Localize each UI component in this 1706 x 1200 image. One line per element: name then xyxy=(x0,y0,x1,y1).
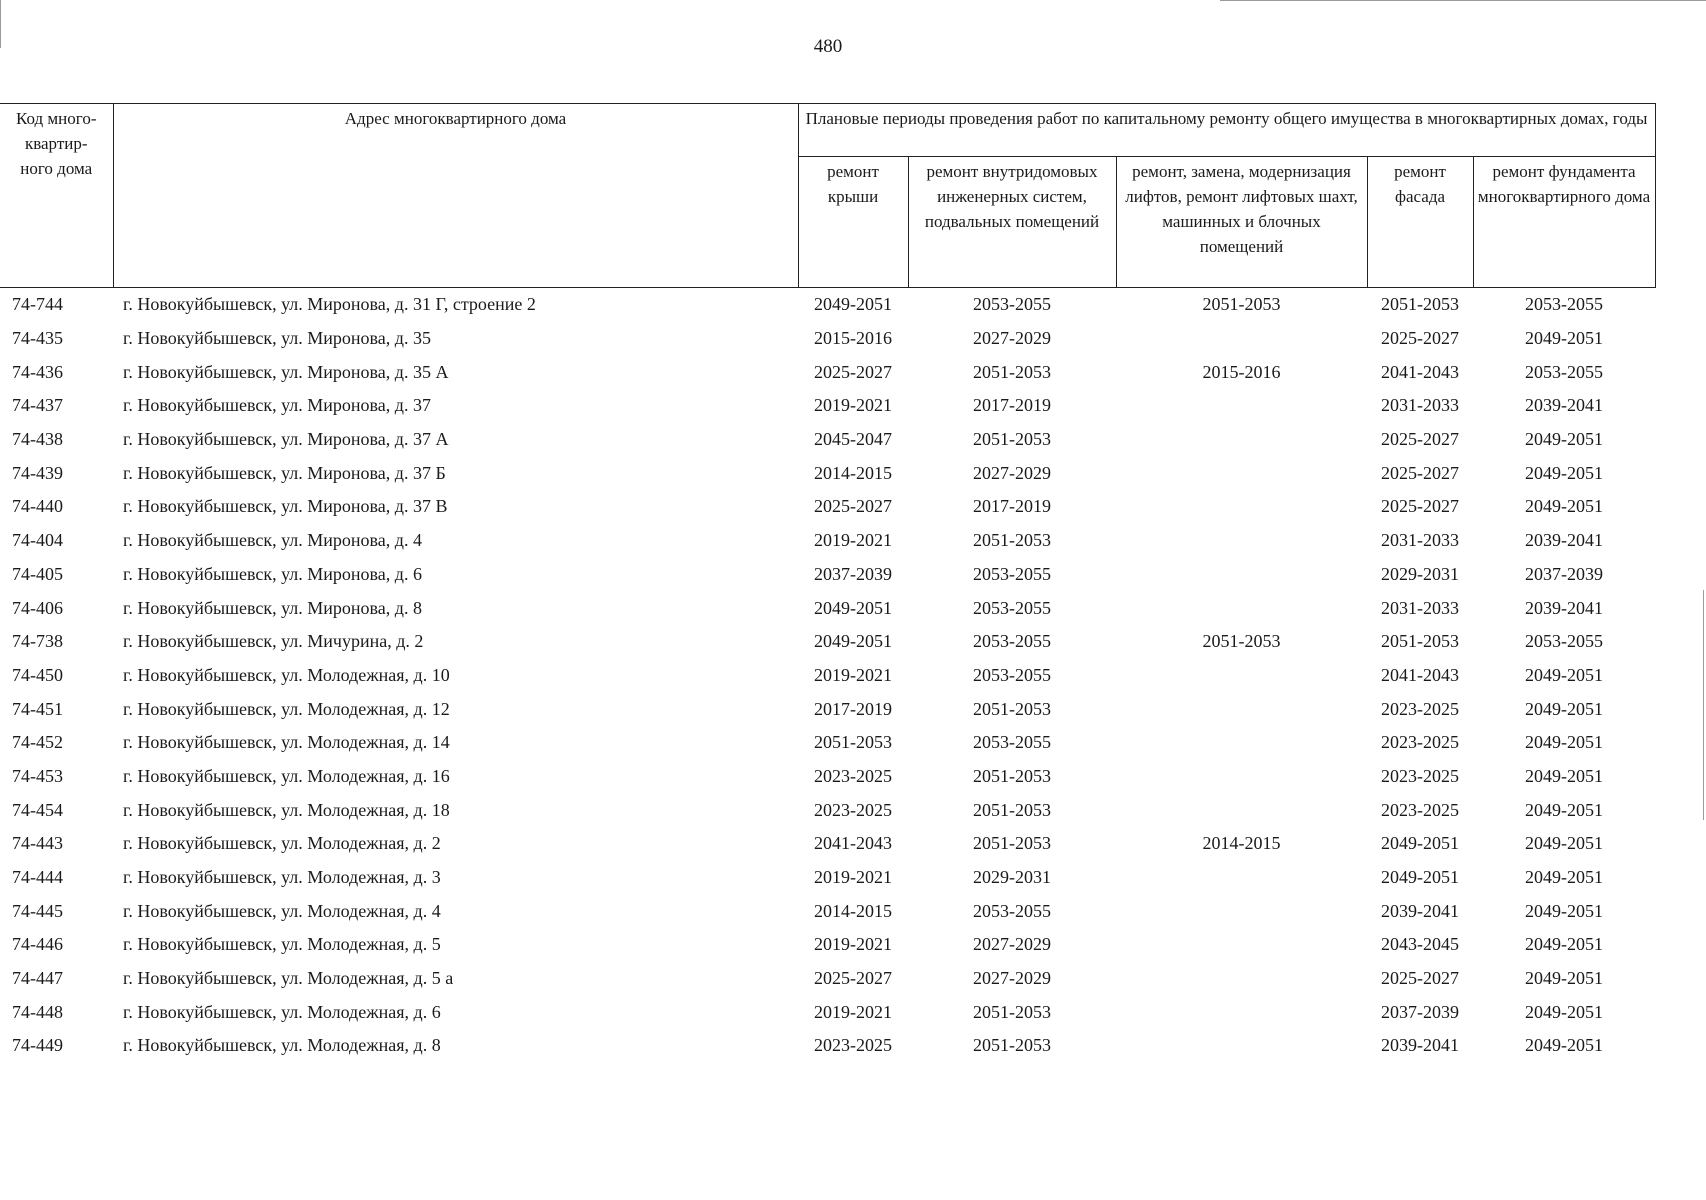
cell-lifts xyxy=(1116,558,1367,592)
table-row xyxy=(0,659,1655,693)
table-row xyxy=(0,928,1655,962)
cell-foundation: 2039-2041 xyxy=(1525,530,1604,551)
cell-foundation: 2053-2055 xyxy=(1525,294,1604,315)
cell-facade: 2025-2027 xyxy=(1381,968,1459,989)
cell-foundation: 2049-2051 xyxy=(1525,765,1604,786)
cell-address: г. Новокуйбышевск, ул. Миронова, д. 4 xyxy=(123,530,422,551)
cell-facade: 2041-2043 xyxy=(1381,361,1459,382)
cell-roof: 2019-2021 xyxy=(814,664,892,685)
cell-lifts xyxy=(1116,1029,1367,1063)
header-work-facade: ремонт фасада xyxy=(1367,157,1473,288)
cell-lifts xyxy=(1116,389,1367,423)
cell-facade: 2023-2025 xyxy=(1381,765,1459,786)
cell-systems: 2053-2055 xyxy=(973,900,1051,921)
scan-edge-top xyxy=(1220,0,1706,1)
cell-facade: 2051-2053 xyxy=(1381,294,1459,315)
cell-facade: 2023-2025 xyxy=(1381,732,1459,753)
table-row xyxy=(0,322,1655,356)
table-row xyxy=(0,861,1655,895)
cell-code: 74-445 xyxy=(12,900,63,921)
cell-lifts xyxy=(1116,659,1367,693)
cell-foundation: 2039-2041 xyxy=(1525,597,1604,618)
cell-facade: 2023-2025 xyxy=(1381,698,1459,719)
cell-lifts xyxy=(1116,692,1367,726)
cell-facade: 2025-2027 xyxy=(1381,462,1459,483)
cell-systems: 2051-2053 xyxy=(973,361,1051,382)
cell-facade: 2025-2027 xyxy=(1381,429,1459,450)
cell-roof: 2019-2021 xyxy=(814,530,892,551)
capital-repair-table xyxy=(0,103,1656,1063)
cell-address: г. Новокуйбышевск, ул. Миронова, д. 37 В xyxy=(123,496,448,517)
cell-facade: 2023-2025 xyxy=(1381,799,1459,820)
cell-foundation: 2049-2051 xyxy=(1525,664,1604,685)
table-row xyxy=(0,625,1655,659)
cell-code: 74-447 xyxy=(12,968,63,989)
cell-facade: 2025-2027 xyxy=(1381,496,1459,517)
cell-foundation: 2049-2051 xyxy=(1525,732,1604,753)
cell-code: 74-744 xyxy=(12,294,63,315)
header-work-systems: ремонт внутридомовых инженерных систем, подвальных помещений xyxy=(908,157,1116,288)
cell-address: г. Новокуйбышевск, ул. Молодежная, д. 12 xyxy=(123,698,450,719)
cell-foundation: 2037-2039 xyxy=(1525,563,1604,584)
cell-foundation: 2049-2051 xyxy=(1525,799,1604,820)
cell-foundation: 2049-2051 xyxy=(1525,968,1604,989)
cell-roof: 2019-2021 xyxy=(814,867,892,888)
table-row xyxy=(0,692,1655,726)
cell-address: г. Новокуйбышевск, ул. Молодежная, д. 2 xyxy=(123,833,441,854)
table-row xyxy=(0,793,1655,827)
cell-facade: 2037-2039 xyxy=(1381,1001,1459,1022)
cell-facade: 2041-2043 xyxy=(1381,664,1459,685)
cell-systems: 2053-2055 xyxy=(973,597,1051,618)
cell-systems: 2017-2019 xyxy=(973,395,1051,416)
cell-code: 74-449 xyxy=(12,1035,63,1056)
cell-systems: 2017-2019 xyxy=(973,496,1051,517)
cell-code: 74-453 xyxy=(12,765,63,786)
cell-address: г. Новокуйбышевск, ул. Миронова, д. 6 xyxy=(123,563,422,584)
cell-roof: 2025-2027 xyxy=(814,968,892,989)
header-work-lifts: ремонт, замена, модернизация лифтов, ремонт лифтовых шахт, машинных и блочных помещений xyxy=(1116,157,1367,288)
cell-code: 74-448 xyxy=(12,1001,63,1022)
cell-lifts xyxy=(1116,524,1367,558)
cell-address: г. Новокуйбышевск, ул. Мичурина, д. 2 xyxy=(123,631,424,652)
cell-roof: 2051-2053 xyxy=(814,732,892,753)
cell-systems: 2027-2029 xyxy=(973,462,1051,483)
cell-roof: 2023-2025 xyxy=(814,1035,892,1056)
cell-foundation: 2049-2051 xyxy=(1525,496,1604,517)
cell-code: 74-452 xyxy=(12,732,63,753)
cell-systems: 2051-2053 xyxy=(973,1001,1051,1022)
cell-foundation: 2049-2051 xyxy=(1525,833,1604,854)
table-row xyxy=(0,456,1655,490)
cell-systems: 2027-2029 xyxy=(973,968,1051,989)
cell-lifts xyxy=(1116,894,1367,928)
cell-address: г. Новокуйбышевск, ул. Миронова, д. 35 xyxy=(123,328,431,349)
cell-systems: 2051-2053 xyxy=(973,765,1051,786)
cell-code: 74-438 xyxy=(12,429,63,450)
cell-facade: 2039-2041 xyxy=(1381,900,1459,921)
cell-systems: 2027-2029 xyxy=(973,934,1051,955)
cell-code: 74-444 xyxy=(12,867,63,888)
cell-systems: 2053-2055 xyxy=(973,664,1051,685)
table-row xyxy=(0,827,1655,861)
cell-address: г. Новокуйбышевск, ул. Миронова, д. 31 Г, строение 2 xyxy=(123,294,536,315)
cell-lifts: 2051-2053 xyxy=(1202,631,1281,652)
cell-lifts xyxy=(1116,760,1367,794)
cell-foundation: 2049-2051 xyxy=(1525,1001,1604,1022)
cell-systems: 2051-2053 xyxy=(973,429,1051,450)
table-header xyxy=(0,104,1655,288)
cell-roof: 2049-2051 xyxy=(814,294,892,315)
cell-systems: 2053-2055 xyxy=(973,563,1051,584)
cell-roof: 2019-2021 xyxy=(814,395,892,416)
cell-facade: 2051-2053 xyxy=(1381,631,1459,652)
cell-foundation: 2049-2051 xyxy=(1525,900,1604,921)
cell-address: г. Новокуйбышевск, ул. Миронова, д. 37 Б xyxy=(123,462,446,483)
cell-foundation: 2049-2051 xyxy=(1525,429,1604,450)
cell-lifts: 2015-2016 xyxy=(1202,361,1281,382)
cell-lifts xyxy=(1116,861,1367,895)
cell-lifts xyxy=(1116,591,1367,625)
table-row xyxy=(0,524,1655,558)
cell-address: г. Новокуйбышевск, ул. Молодежная, д. 8 xyxy=(123,1035,441,1056)
cell-roof: 2023-2025 xyxy=(814,799,892,820)
cell-foundation: 2049-2051 xyxy=(1525,462,1604,483)
cell-foundation: 2053-2055 xyxy=(1525,631,1604,652)
table-row xyxy=(0,423,1655,457)
table-row xyxy=(0,558,1655,592)
cell-code: 74-446 xyxy=(12,934,63,955)
cell-lifts xyxy=(1116,726,1367,760)
cell-lifts xyxy=(1116,928,1367,962)
table-row xyxy=(0,389,1655,423)
cell-lifts: 2014-2015 xyxy=(1202,833,1281,854)
table-row xyxy=(0,591,1655,625)
table-row xyxy=(0,355,1655,389)
table-row xyxy=(0,894,1655,928)
cell-roof: 2014-2015 xyxy=(814,462,892,483)
cell-address: г. Новокуйбышевск, ул. Молодежная, д. 16 xyxy=(123,765,450,786)
cell-foundation: 2049-2051 xyxy=(1525,1035,1604,1056)
table-row xyxy=(0,490,1655,524)
cell-code: 74-440 xyxy=(12,496,63,517)
cell-systems: 2029-2031 xyxy=(973,867,1051,888)
cell-roof: 2025-2027 xyxy=(814,361,892,382)
cell-roof: 2023-2025 xyxy=(814,765,892,786)
cell-foundation: 2039-2041 xyxy=(1525,395,1604,416)
table-row xyxy=(0,995,1655,1029)
cell-code: 74-738 xyxy=(12,631,63,652)
cell-lifts xyxy=(1116,456,1367,490)
cell-address: г. Новокуйбышевск, ул. Молодежная, д. 6 xyxy=(123,1001,441,1022)
cell-address: г. Новокуйбышевск, ул. Миронова, д. 37 xyxy=(123,395,431,416)
cell-roof: 2015-2016 xyxy=(814,328,892,349)
cell-facade: 2049-2051 xyxy=(1381,833,1459,854)
cell-facade: 2043-2045 xyxy=(1381,934,1459,955)
page-number: 480 xyxy=(813,36,843,57)
cell-lifts xyxy=(1116,793,1367,827)
cell-address: г. Новокуйбышевск, ул. Миронова, д. 8 xyxy=(123,597,422,618)
cell-code: 74-437 xyxy=(12,395,63,416)
table-row xyxy=(0,726,1655,760)
cell-address: г. Новокуйбышевск, ул. Миронова, д. 35 А xyxy=(123,361,449,382)
cell-systems: 2053-2055 xyxy=(973,631,1051,652)
header-work-roof: ремонт крыши xyxy=(798,157,908,288)
cell-code: 74-406 xyxy=(12,597,63,618)
cell-foundation: 2049-2051 xyxy=(1525,328,1604,349)
header-code: Код много- квартир- ного дома xyxy=(0,104,113,288)
cell-systems: 2053-2055 xyxy=(973,732,1051,753)
cell-systems: 2051-2053 xyxy=(973,530,1051,551)
table-body xyxy=(0,288,1655,1063)
cell-facade: 2025-2027 xyxy=(1381,328,1459,349)
cell-roof: 2017-2019 xyxy=(814,698,892,719)
cell-code: 74-450 xyxy=(12,664,63,685)
cell-address: г. Новокуйбышевск, ул. Молодежная, д. 5 xyxy=(123,934,441,955)
cell-lifts xyxy=(1116,490,1367,524)
cell-code: 74-404 xyxy=(12,530,63,551)
cell-foundation: 2049-2051 xyxy=(1525,867,1604,888)
cell-systems: 2053-2055 xyxy=(973,294,1051,315)
cell-address: г. Новокуйбышевск, ул. Молодежная, д. 5 а xyxy=(123,968,454,989)
table-row xyxy=(0,1029,1655,1063)
cell-roof: 2049-2051 xyxy=(814,631,892,652)
cell-code: 74-436 xyxy=(12,361,63,382)
cell-roof: 2045-2047 xyxy=(814,429,892,450)
cell-code: 74-454 xyxy=(12,799,63,820)
cell-roof: 2041-2043 xyxy=(814,833,892,854)
cell-address: г. Новокуйбышевск, ул. Молодежная, д. 14 xyxy=(123,732,450,753)
header-periods-group: Плановые периоды проведения работ по капитальному ремонту общего имущества в многоквартирных домах, годы xyxy=(798,104,1655,157)
cell-systems: 2027-2029 xyxy=(973,328,1051,349)
cell-roof: 2049-2051 xyxy=(814,597,892,618)
scan-edge-right xyxy=(1703,590,1704,820)
cell-facade: 2039-2041 xyxy=(1381,1035,1459,1056)
cell-address: г. Новокуйбышевск, ул. Молодежная, д. 4 xyxy=(123,900,441,921)
cell-roof: 2014-2015 xyxy=(814,900,892,921)
cell-address: г. Новокуйбышевск, ул. Миронова, д. 37 А xyxy=(123,429,449,450)
cell-code: 74-451 xyxy=(12,698,63,719)
cell-systems: 2051-2053 xyxy=(973,833,1051,854)
cell-systems: 2051-2053 xyxy=(973,799,1051,820)
cell-address: г. Новокуйбышевск, ул. Молодежная, д. 18 xyxy=(123,799,450,820)
cell-address: г. Новокуйбышевск, ул. Молодежная, д. 3 xyxy=(123,867,441,888)
cell-lifts xyxy=(1116,322,1367,356)
cell-facade: 2031-2033 xyxy=(1381,530,1459,551)
cell-systems: 2051-2053 xyxy=(973,1035,1051,1056)
cell-roof: 2019-2021 xyxy=(814,1001,892,1022)
cell-roof: 2025-2027 xyxy=(814,496,892,517)
header-address: Адрес многоквартирного дома xyxy=(113,104,798,288)
table-row xyxy=(0,760,1655,794)
cell-code: 74-443 xyxy=(12,833,63,854)
cell-facade: 2031-2033 xyxy=(1381,395,1459,416)
header-work-foundation: ремонт фундамента многоквартирного дома xyxy=(1473,157,1655,288)
cell-roof: 2037-2039 xyxy=(814,563,892,584)
table-row xyxy=(0,962,1655,996)
cell-roof: 2019-2021 xyxy=(814,934,892,955)
cell-foundation: 2053-2055 xyxy=(1525,361,1604,382)
cell-systems: 2051-2053 xyxy=(973,698,1051,719)
table-row xyxy=(0,288,1655,322)
cell-foundation: 2049-2051 xyxy=(1525,698,1604,719)
cell-code: 74-435 xyxy=(12,328,63,349)
cell-facade: 2029-2031 xyxy=(1381,563,1459,584)
cell-lifts: 2051-2053 xyxy=(1202,294,1281,315)
cell-lifts xyxy=(1116,423,1367,457)
cell-code: 74-405 xyxy=(12,563,63,584)
cell-address: г. Новокуйбышевск, ул. Молодежная, д. 10 xyxy=(123,664,450,685)
cell-foundation: 2049-2051 xyxy=(1525,934,1604,955)
cell-facade: 2049-2051 xyxy=(1381,867,1459,888)
cell-lifts xyxy=(1116,962,1367,996)
cell-lifts xyxy=(1116,995,1367,1029)
cell-code: 74-439 xyxy=(12,462,63,483)
cell-facade: 2031-2033 xyxy=(1381,597,1459,618)
